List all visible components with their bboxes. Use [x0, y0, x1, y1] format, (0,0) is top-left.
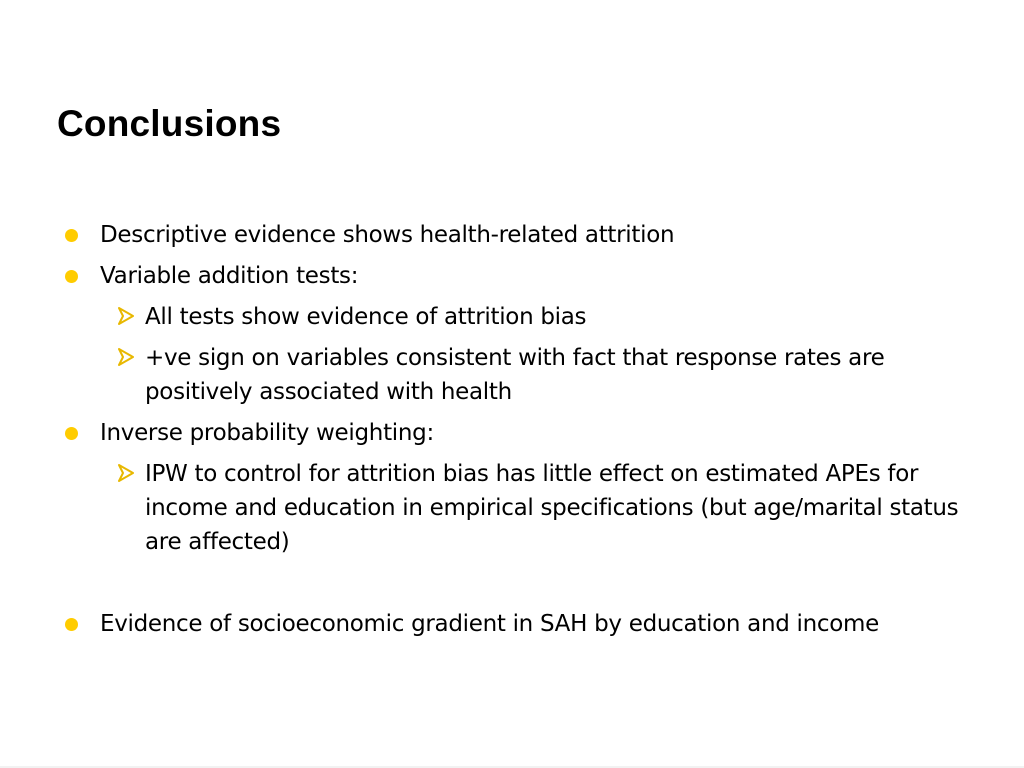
sub-bullet-text: All tests show evidence of attrition bias: [145, 304, 587, 330]
sub-bullet-item: [145, 457, 960, 559]
yellow-dot-bullet-icon: [65, 270, 78, 283]
sub-bullet-text: +ve sign on variables consistent with fact that response rates are positively associated with health: [145, 345, 885, 405]
bullet-item: [100, 607, 960, 641]
slide-title: Conclusions: [57, 103, 282, 144]
bullet-text: Descriptive evidence shows health-related attrition: [100, 222, 675, 248]
bullet-text: Evidence of socioeconomic gradient in SAH by education and income: [100, 611, 879, 637]
sub-bullet-item: [145, 300, 960, 334]
bullet-item: [100, 416, 960, 450]
bullet-item: [100, 218, 960, 252]
yellow-dot-bullet-icon: [65, 229, 78, 242]
sub-bullet-text: IPW to control for attrition bias has little effect on estimated APEs for income and education in empirical specifications (but age/marital status are affected): [145, 461, 959, 555]
yellow-arrow-bullet-icon: [117, 347, 135, 367]
yellow-arrow-bullet-icon: [117, 306, 135, 326]
yellow-dot-bullet-icon: [65, 618, 78, 631]
bullet-text: Inverse probability weighting:: [100, 420, 434, 446]
bullet-text: Variable addition tests:: [100, 263, 359, 289]
yellow-arrow-bullet-icon: [117, 463, 135, 483]
bullet-item: [100, 259, 960, 293]
yellow-dot-bullet-icon: [65, 427, 78, 440]
sub-bullet-item: [145, 341, 960, 409]
